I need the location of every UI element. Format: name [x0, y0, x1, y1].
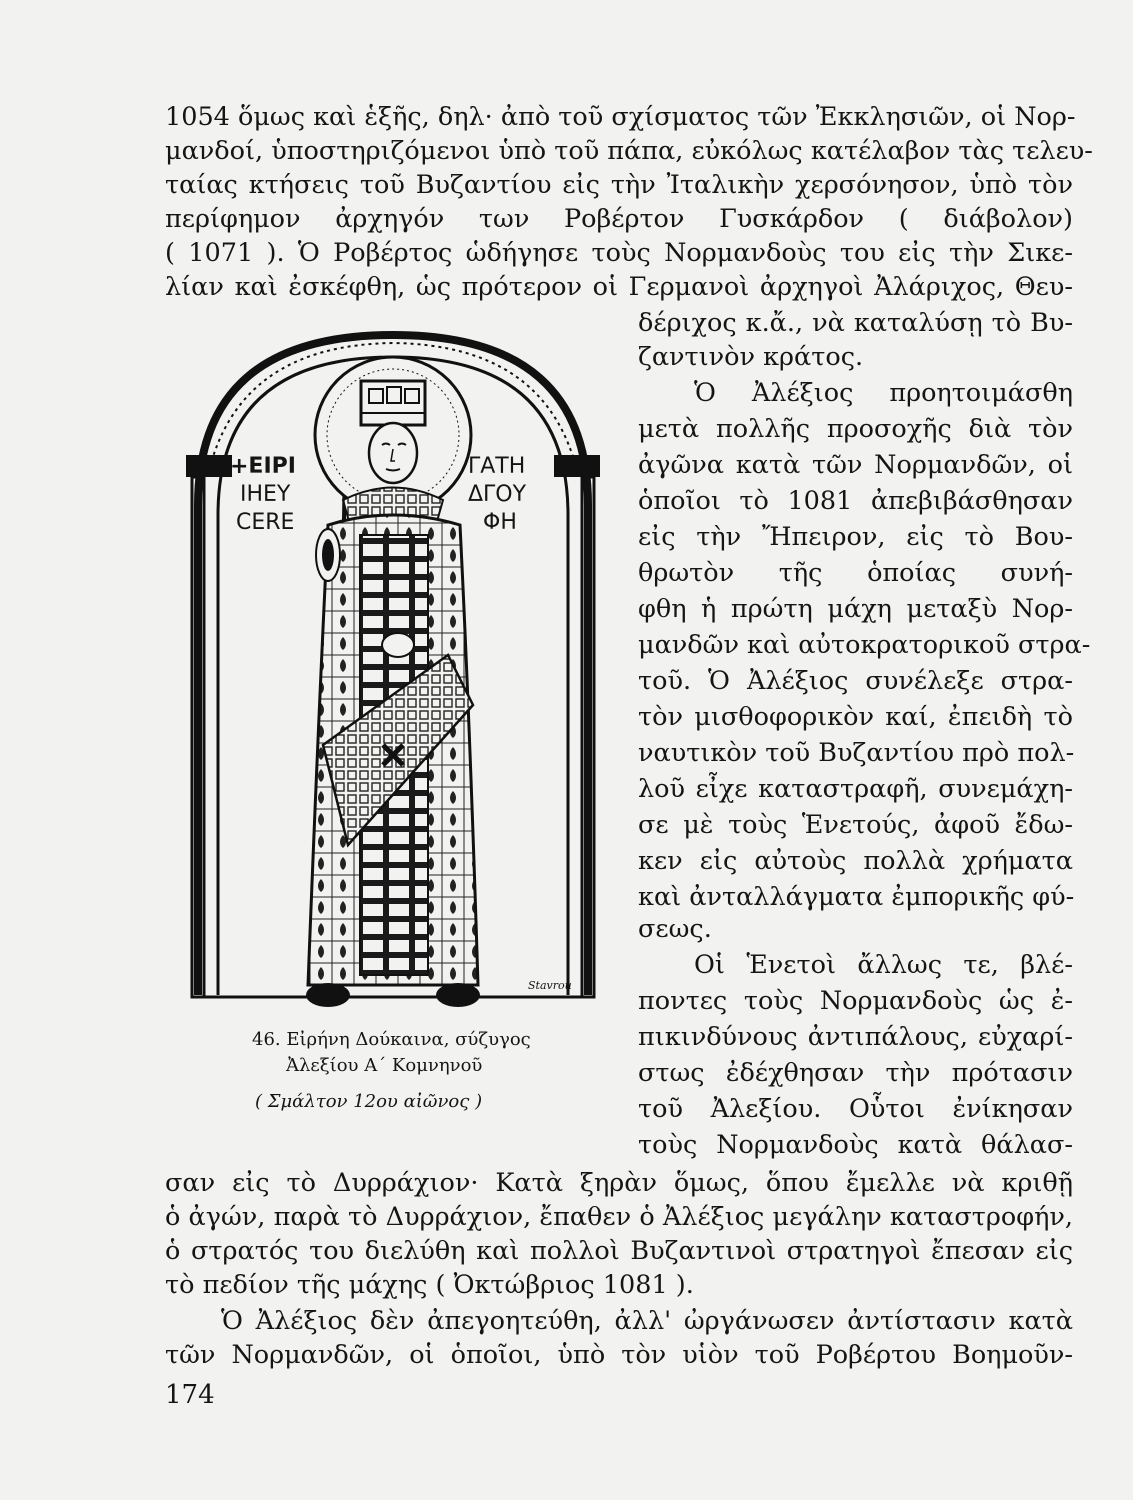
text-line: λοῦ εἶχε καταστραφῆ, συνεμάχη- [638, 774, 1073, 804]
text-line: περίφημον ἀρχηγόν των Ροβέρτον Γυσκάρδον ( διάβολον) [165, 204, 1073, 234]
text-line: τοῦ. Ὁ Ἀλέξιος συνέλεξε στρα- [638, 666, 1073, 696]
page-number: 174 [165, 1380, 215, 1410]
inscription-right-3: ΦΗ [483, 510, 517, 535]
text-line: τοῦ Ἀλεξίου. Οὗτοι ἐνίκησαν [638, 1094, 1073, 1124]
inscription-right-2: ΔΓΟΥ [468, 482, 527, 507]
text-line: τῶν Νορμανδῶν, οἱ ὁποῖοι, ὑπὸ τὸν υἱὸν τοῦ Ροβέρτου Βοημοῦν- [165, 1340, 1073, 1370]
text-line: τὸν μισθοφορικὸν καί, ἐπειδὴ τὸ [638, 702, 1073, 732]
text-line: φθη ἡ πρώτη μάχη μεταξὺ Νορ- [638, 594, 1073, 624]
inscription-right-1: ΓΑΤΗ [468, 454, 526, 479]
caption-line-2: Ἀλεξίου Α΄ Κομνηνοῦ [286, 1055, 483, 1076]
artist-signature: Stavrou [528, 979, 572, 992]
text-line: δέριχος κ.ἄ., νὰ καταλύσῃ τὸ Βυ- [638, 308, 1073, 338]
text-line: εἰς τὴν Ἤπειρον, εἰς τὸ Βου- [638, 522, 1073, 552]
text-line: μετὰ πολλῆς προσοχῆς διὰ τὸν [638, 414, 1073, 444]
text-line: ζαντινὸν κράτος. [638, 342, 864, 372]
text-line: πικινδύνους ἀντιπάλους, εὐχαρί- [638, 1022, 1073, 1052]
text-line: κεν εἰς αὐτοὺς πολλὰ χρήματα [638, 846, 1073, 876]
caption-line-1: 46. Εἰρήνη Δούκαινα, σύζυγος [252, 1029, 531, 1050]
text-line: σαν εἰς τὸ Δυρράχιον· Κατὰ ξηρὰν ὅμως, ὅπου ἔμελλε νὰ κριθῇ [165, 1168, 1073, 1198]
inscription-left-2: ΙΗΕΥ [240, 482, 291, 507]
inscription-left-3: CERE [236, 510, 295, 535]
text-line: 1054 ὅμως καὶ ἑξῆς, δηλ· ἀπὸ τοῦ σχίσματος τῶν Ἐκκλησιῶν, οἱ Νορ- [165, 102, 1076, 132]
text-line: μανδῶν καὶ αὐτοκρατορικοῦ στρα- [638, 630, 1091, 660]
text-line: τὸ πεδίον τῆς μάχης ( Ὀκτώβριος 1081 ). [165, 1270, 694, 1300]
text-line: λίαν καὶ ἐσκέφθη, ὡς πρότερον οἱ Γερμανοὶ ἀρχηγοὶ Ἀλάριχος, Θευ- [165, 272, 1073, 302]
figure-drawing [178, 325, 608, 1025]
text-line: Ὁ Ἀλέξιος προητοιμάσθη [694, 378, 1073, 408]
text-line: στως ἐδέχθησαν τὴν πρότασιν [638, 1058, 1073, 1088]
text-line: ( 1071 ). Ὁ Ροβέρτος ὡδήγησε τοὺς Νορμανδοὺς του εἰς τὴν Σικε- [165, 238, 1073, 268]
text-line: μανδοί, ὑποστηριζόμενοι ὑπὸ τοῦ πάπα, εὐκόλως κατέλαβον τὰς τελευ- [165, 136, 1093, 166]
text-line: Οἱ Ἑνετοὶ ἄλλως τε, βλέ- [694, 950, 1073, 980]
text-line: τοὺς Νορμανδοὺς κατὰ θάλασ- [638, 1130, 1073, 1160]
text-line: ποντες τοὺς Νορμανδοὺς ὡς ἐ- [638, 986, 1073, 1016]
text-line: ἀγῶνα κατὰ τῶν Νορμανδῶν, οἱ [638, 450, 1073, 480]
text-line: θρωτὸν τῆς ὁποίας συνή- [638, 558, 1073, 588]
text-line: σεως. [638, 914, 712, 944]
text-line: ταίας κτήσεις τοῦ Βυζαντίου εἰς τὴν Ἰταλικὴν χερσόνησον, ὑπὸ τὸν [165, 170, 1073, 200]
text-line: ναυτικὸν τοῦ Βυζαντίου πρὸ πολ- [638, 738, 1075, 768]
text-line: Ὁ Ἀλέξιος δὲν ἀπεγοητεύθη, ἀλλ' ὠργάνωσεν ἀντίστασιν κατὰ [221, 1306, 1073, 1336]
figure-irene-doukaina [178, 325, 608, 1025]
text-line: σε μὲ τοὺς Ἑνετούς, ἀφοῦ ἔδω- [638, 810, 1073, 840]
inscription-left-1: +ΕΙΡΙ [230, 454, 296, 479]
caption-line-3: ( Σμάλτον 12ου αἰῶνος ) [255, 1091, 483, 1112]
text-line: ὁ ἀγών, παρὰ τὸ Δυρράχιον, ἔπαθεν ὁ Ἀλέξιος μεγάλην καταστροφήν, [165, 1202, 1073, 1232]
text-line: ὁποῖοι τὸ 1081 ἀπεβιβάσθησαν [638, 486, 1073, 516]
text-line: ὁ στρατός του διελύθη καὶ πολλοὶ Βυζαντινοὶ στρατηγοὶ ἔπεσαν εἰς [165, 1236, 1073, 1266]
text-line: καὶ ἀνταλλάγματα ἐμπορικῆς φύ- [638, 882, 1075, 912]
